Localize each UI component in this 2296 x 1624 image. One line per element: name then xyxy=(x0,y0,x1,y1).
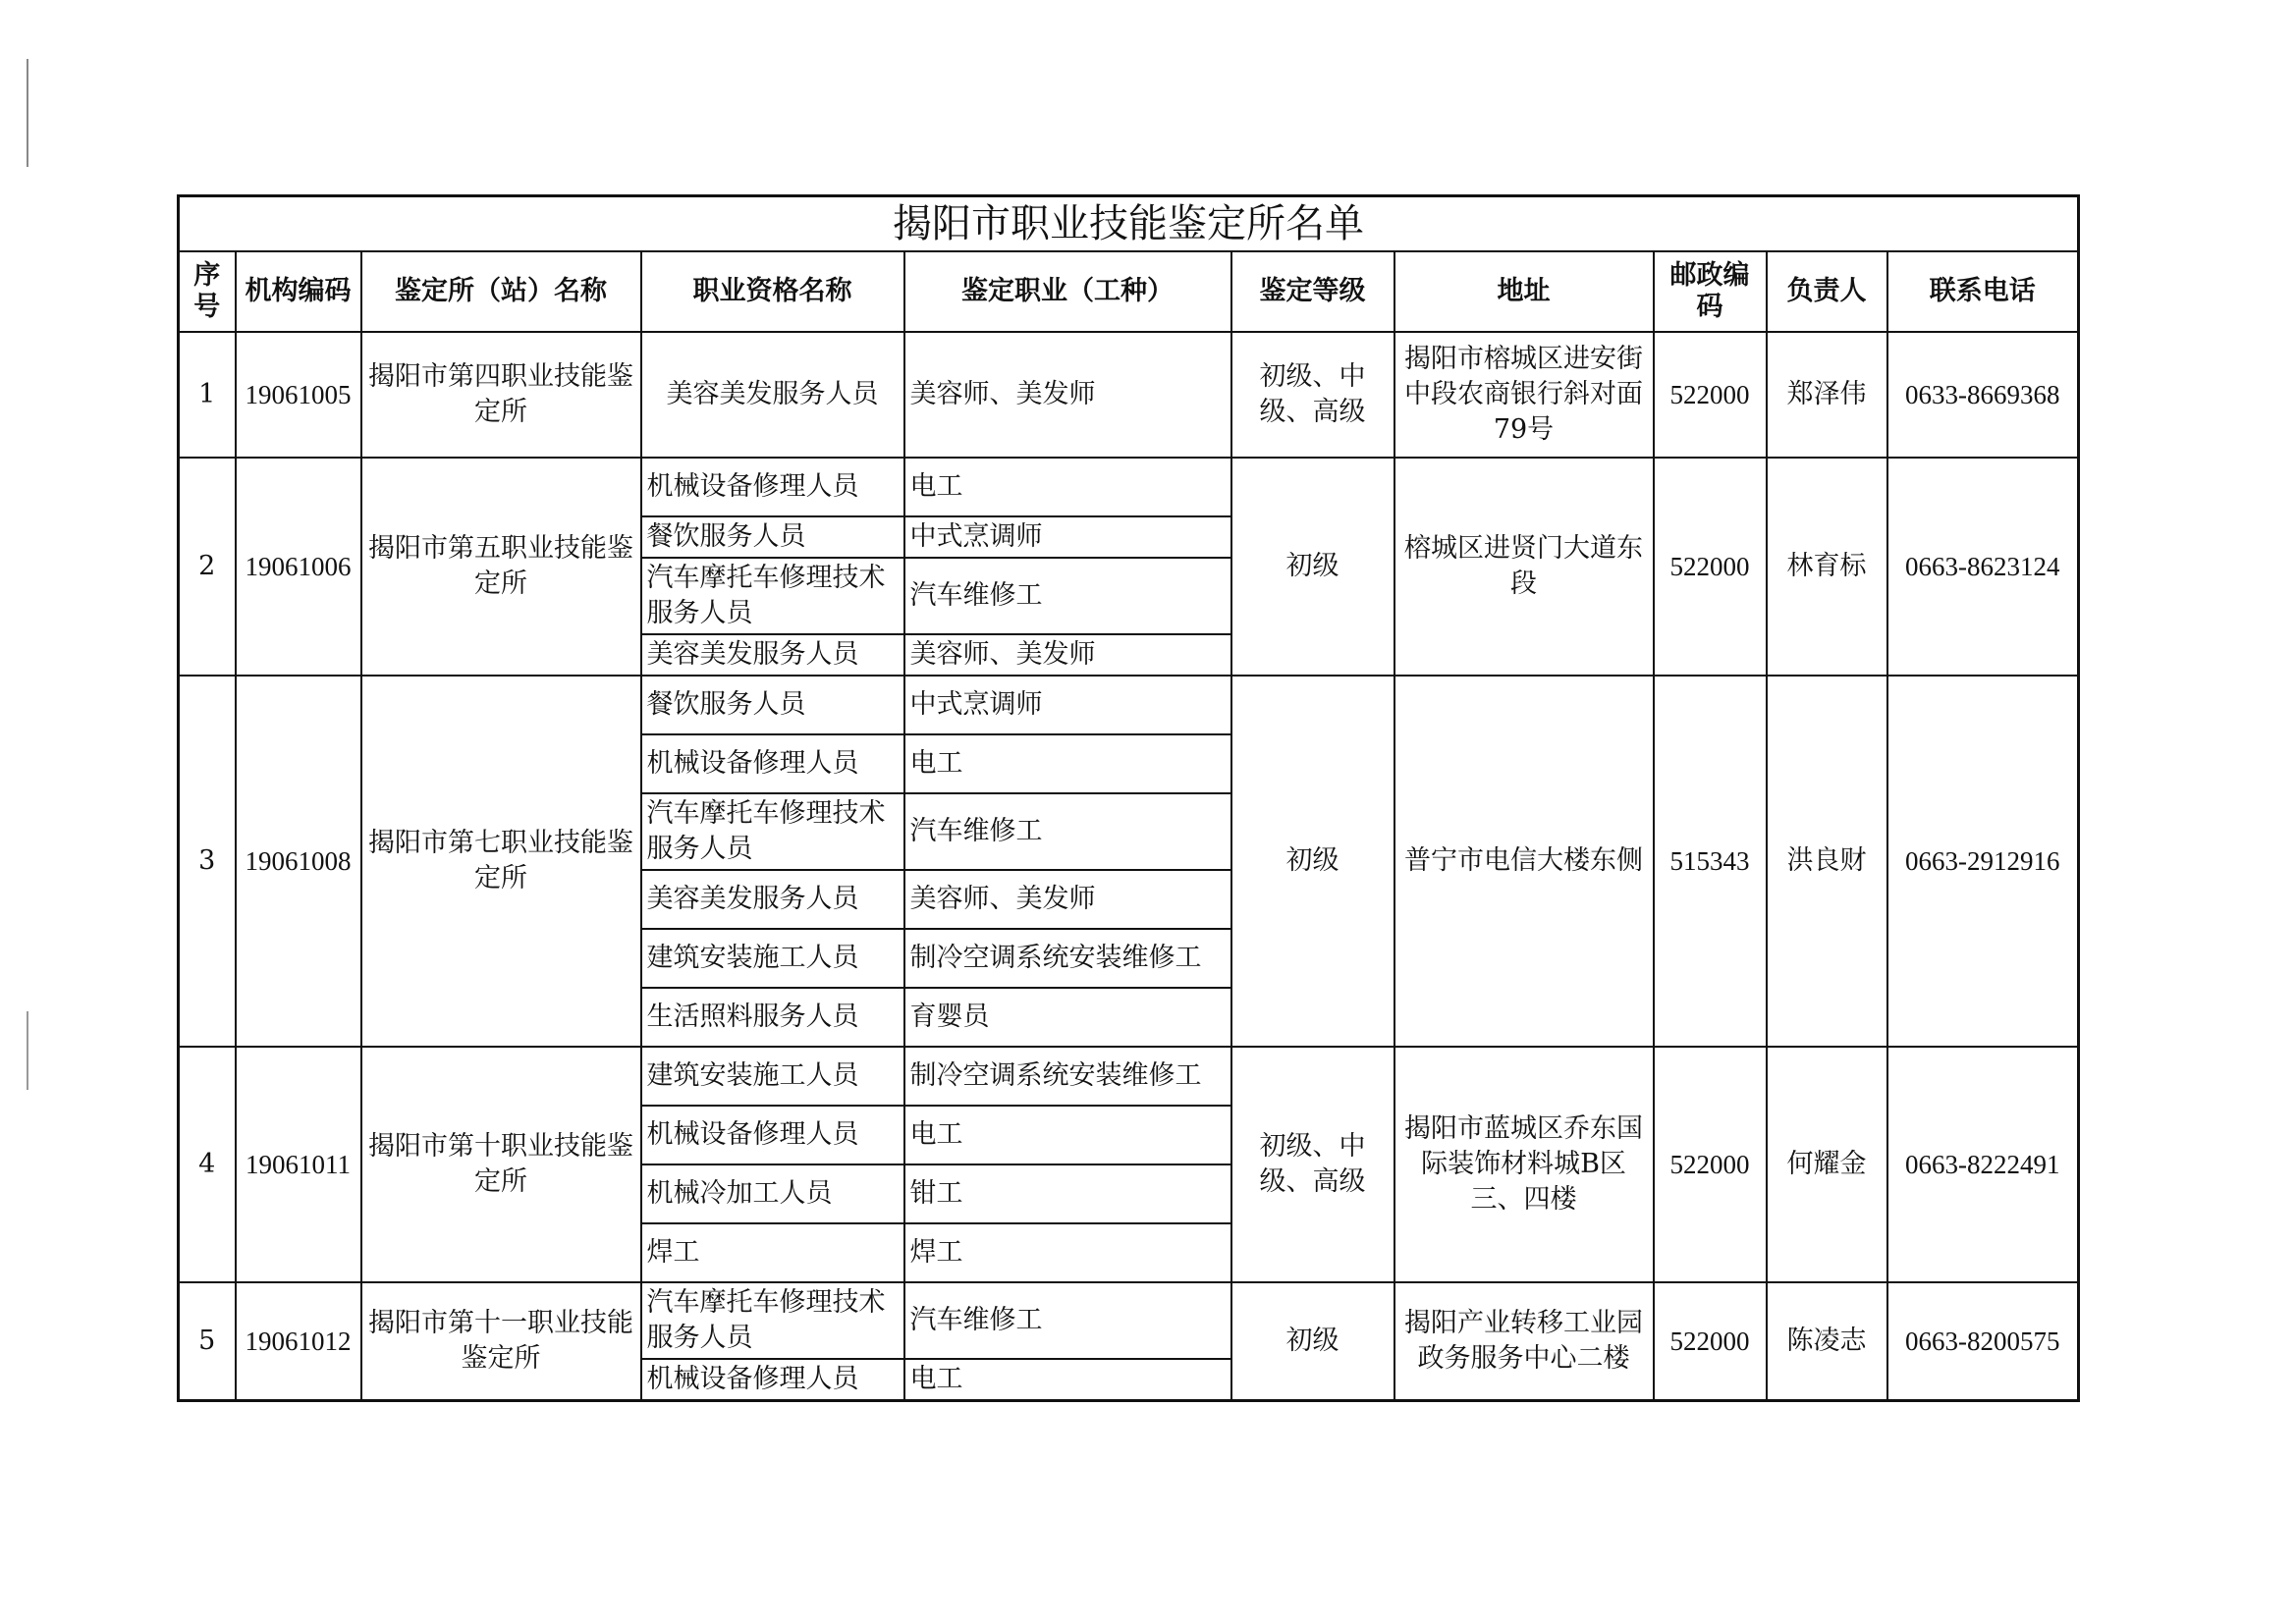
cell-station-name: 揭阳市第十职业技能鉴定所 xyxy=(361,1047,641,1282)
cell-station-name: 揭阳市第四职业技能鉴定所 xyxy=(361,332,641,458)
cell-occupation: 电工 xyxy=(904,734,1231,793)
cell-org-code: 19061011 xyxy=(236,1047,361,1282)
cell-qualification: 机械设备修理人员 xyxy=(641,1106,904,1164)
cell-station-name: 揭阳市第七职业技能鉴定所 xyxy=(361,676,641,1047)
header-occupation: 鉴定职业（工种） xyxy=(904,251,1231,332)
cell-contact: 郑泽伟 xyxy=(1767,332,1887,458)
cell-occupation: 制冷空调系统安装维修工 xyxy=(904,1047,1231,1106)
header-contact: 负责人 xyxy=(1767,251,1887,332)
table-row xyxy=(179,1047,2079,1106)
cell-level: 初级 xyxy=(1231,1282,1394,1401)
cell-occupation: 汽车维修工 xyxy=(904,558,1231,634)
cell-level: 初级、中级、高级 xyxy=(1231,332,1394,458)
cell-qualification: 机械冷加工人员 xyxy=(641,1164,904,1223)
table-row xyxy=(179,1282,2079,1359)
cell-station-name: 揭阳市第五职业技能鉴定所 xyxy=(361,458,641,676)
cell-phone: 0633-8669368 xyxy=(1887,332,2079,458)
table-title: 揭阳市职业技能鉴定所名单 xyxy=(179,196,2079,252)
scan-edge-mark xyxy=(27,59,28,167)
cell-qualification: 生活照料服务人员 xyxy=(641,988,904,1047)
cell-org-code: 19061006 xyxy=(236,458,361,676)
header-station-name: 鉴定所（站）名称 xyxy=(361,251,641,332)
cell-qualification: 美容美发服务人员 xyxy=(641,634,904,676)
cell-org-code: 19061012 xyxy=(236,1282,361,1401)
cell-phone: 0663-2912916 xyxy=(1887,676,2079,1047)
cell-occupation: 中式烹调师 xyxy=(904,516,1231,558)
cell-seq: 1 xyxy=(179,332,236,458)
cell-qualification: 机械设备修理人员 xyxy=(641,458,904,516)
cell-postcode: 522000 xyxy=(1654,1047,1767,1282)
table-row xyxy=(179,676,2079,734)
cell-address: 普宁市电信大楼东侧 xyxy=(1394,676,1654,1047)
cell-contact: 陈凌志 xyxy=(1767,1282,1887,1401)
cell-occupation: 钳工 xyxy=(904,1164,1231,1223)
cell-occupation: 汽车维修工 xyxy=(904,793,1231,870)
table-row xyxy=(179,458,2079,516)
cell-occupation: 美容师、美发师 xyxy=(904,332,1231,458)
header-org-code: 机构编码 xyxy=(236,251,361,332)
table-row xyxy=(179,332,2079,458)
cell-occupation: 制冷空调系统安装维修工 xyxy=(904,929,1231,988)
cell-seq: 3 xyxy=(179,676,236,1047)
cell-address: 榕城区进贤门大道东段 xyxy=(1394,458,1654,676)
cell-occupation: 电工 xyxy=(904,1359,1231,1401)
cell-address: 揭阳市蓝城区乔东国际装饰材料城B区三、四楼 xyxy=(1394,1047,1654,1282)
cell-phone: 0663-8222491 xyxy=(1887,1047,2079,1282)
cell-qualification: 焊工 xyxy=(641,1223,904,1282)
cell-postcode: 522000 xyxy=(1654,1282,1767,1401)
cell-phone: 0663-8623124 xyxy=(1887,458,2079,676)
cell-level: 初级 xyxy=(1231,458,1394,676)
cell-seq: 4 xyxy=(179,1047,236,1282)
cell-qualification: 建筑安装施工人员 xyxy=(641,1047,904,1106)
cell-qualification: 机械设备修理人员 xyxy=(641,734,904,793)
cell-level: 初级 xyxy=(1231,676,1394,1047)
header-seq: 序号 xyxy=(179,251,236,332)
cell-qualification: 餐饮服务人员 xyxy=(641,516,904,558)
cell-occupation: 美容师、美发师 xyxy=(904,634,1231,676)
cell-contact: 何耀金 xyxy=(1767,1047,1887,1282)
cell-occupation: 汽车维修工 xyxy=(904,1282,1231,1359)
cell-occupation: 焊工 xyxy=(904,1223,1231,1282)
cell-station-name: 揭阳市第十一职业技能鉴定所 xyxy=(361,1282,641,1401)
cell-qualification: 机械设备修理人员 xyxy=(641,1359,904,1401)
cell-postcode: 515343 xyxy=(1654,676,1767,1047)
header-qualification: 职业资格名称 xyxy=(641,251,904,332)
cell-qualification: 美容美发服务人员 xyxy=(641,870,904,929)
cell-occupation: 育婴员 xyxy=(904,988,1231,1047)
cell-contact: 林育标 xyxy=(1767,458,1887,676)
cell-qualification: 汽车摩托车修理技术服务人员 xyxy=(641,558,904,634)
cell-qualification: 美容美发服务人员 xyxy=(641,332,904,458)
cell-org-code: 19061008 xyxy=(236,676,361,1047)
cell-address: 揭阳产业转移工业园政务服务中心二楼 xyxy=(1394,1282,1654,1401)
cell-org-code: 19061005 xyxy=(236,332,361,458)
header-phone: 联系电话 xyxy=(1887,251,2079,332)
scan-edge-mark xyxy=(27,1011,28,1090)
cell-occupation: 电工 xyxy=(904,458,1231,516)
cell-occupation: 美容师、美发师 xyxy=(904,870,1231,929)
cell-qualification: 建筑安装施工人员 xyxy=(641,929,904,988)
cell-qualification: 汽车摩托车修理技术服务人员 xyxy=(641,1282,904,1359)
cell-occupation: 中式烹调师 xyxy=(904,676,1231,734)
cell-contact: 洪良财 xyxy=(1767,676,1887,1047)
cell-level: 初级、中级、高级 xyxy=(1231,1047,1394,1282)
cell-seq: 5 xyxy=(179,1282,236,1401)
cell-occupation: 电工 xyxy=(904,1106,1231,1164)
assessment-stations-table xyxy=(177,194,2080,1402)
cell-seq: 2 xyxy=(179,458,236,676)
cell-address: 揭阳市榕城区进安街中段农商银行斜对面79号 xyxy=(1394,332,1654,458)
header-level: 鉴定等级 xyxy=(1231,251,1394,332)
cell-postcode: 522000 xyxy=(1654,458,1767,676)
header-address: 地址 xyxy=(1394,251,1654,332)
cell-phone: 0663-8200575 xyxy=(1887,1282,2079,1401)
cell-qualification: 汽车摩托车修理技术服务人员 xyxy=(641,793,904,870)
cell-qualification: 餐饮服务人员 xyxy=(641,676,904,734)
header-postcode: 邮政编码 xyxy=(1654,251,1767,332)
cell-postcode: 522000 xyxy=(1654,332,1767,458)
